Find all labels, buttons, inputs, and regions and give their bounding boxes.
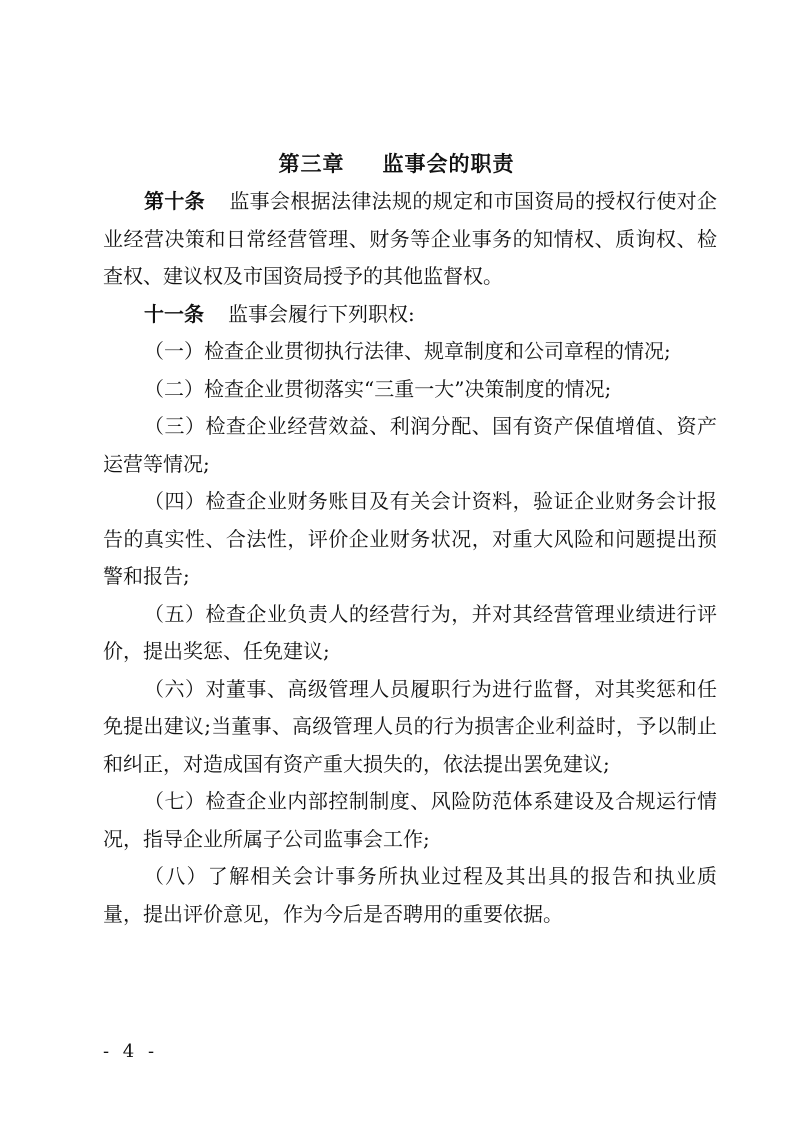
list-item: （二）检查企业贯彻落实“三重一大”决策制度的情况;	[144, 376, 612, 401]
article-11-text: 监事会履行下列职权:	[228, 301, 415, 326]
page-number: - 4 -	[103, 1041, 159, 1062]
list-item: （八）了解相关会计事务所执业过程及其出具的报告和执业质量，提出评价意见，作为今后是否聘用的重要依据。	[103, 864, 717, 926]
document-body	[103, 183, 717, 933]
list-item: （四）检查企业财务账目及有关会计资料，验证企业财务会计报告的真实性、合法性，评价企业财务状况，对重大风险和问题提出预警和报告;	[103, 489, 717, 588]
article-10-paragraph	[103, 183, 717, 296]
list-item: （七）检查企业内部控制制度、风险防范体系建设及合规运行情况，指导企业所属子公司监事会工作;	[103, 789, 717, 851]
list-item: （六）对董事、高级管理人员履职行为进行监督，对其奖惩和任免提出建议;当董事、高级管理人员的行为损害企业利益时，予以制止和纠正，对造成国有资产重大损失的，依法提出罢免建议;	[103, 676, 717, 776]
list-item: （一）检查企业贯彻执行法律、规章制度和公司章程的情况;	[144, 339, 671, 363]
chapter-heading	[0, 148, 793, 180]
chapter-number: 第三章	[278, 152, 345, 176]
article-10-text: 监事会根据法律法规的规定和市国资局的授权行使对企业经营决策和日常经营管理、财务等企业事务的知情权、质询权、检查权、建议权及市国资局授予的其他监督权。	[103, 189, 717, 288]
list-item: （三）检查企业经营效益、利润分配、国有资产保值增值、资产运营等情况;	[103, 414, 717, 476]
chapter-title: 监事会的职责	[382, 152, 515, 176]
list-item: （五）检查企业负责人的经营行为，并对其经营管理业绩进行评价，提出奖惩、任免建议;	[103, 601, 717, 663]
article-11-paragraph	[103, 296, 717, 334]
article-10-label: 第十条	[144, 189, 205, 213]
article-11-label: 十一条	[144, 301, 204, 326]
